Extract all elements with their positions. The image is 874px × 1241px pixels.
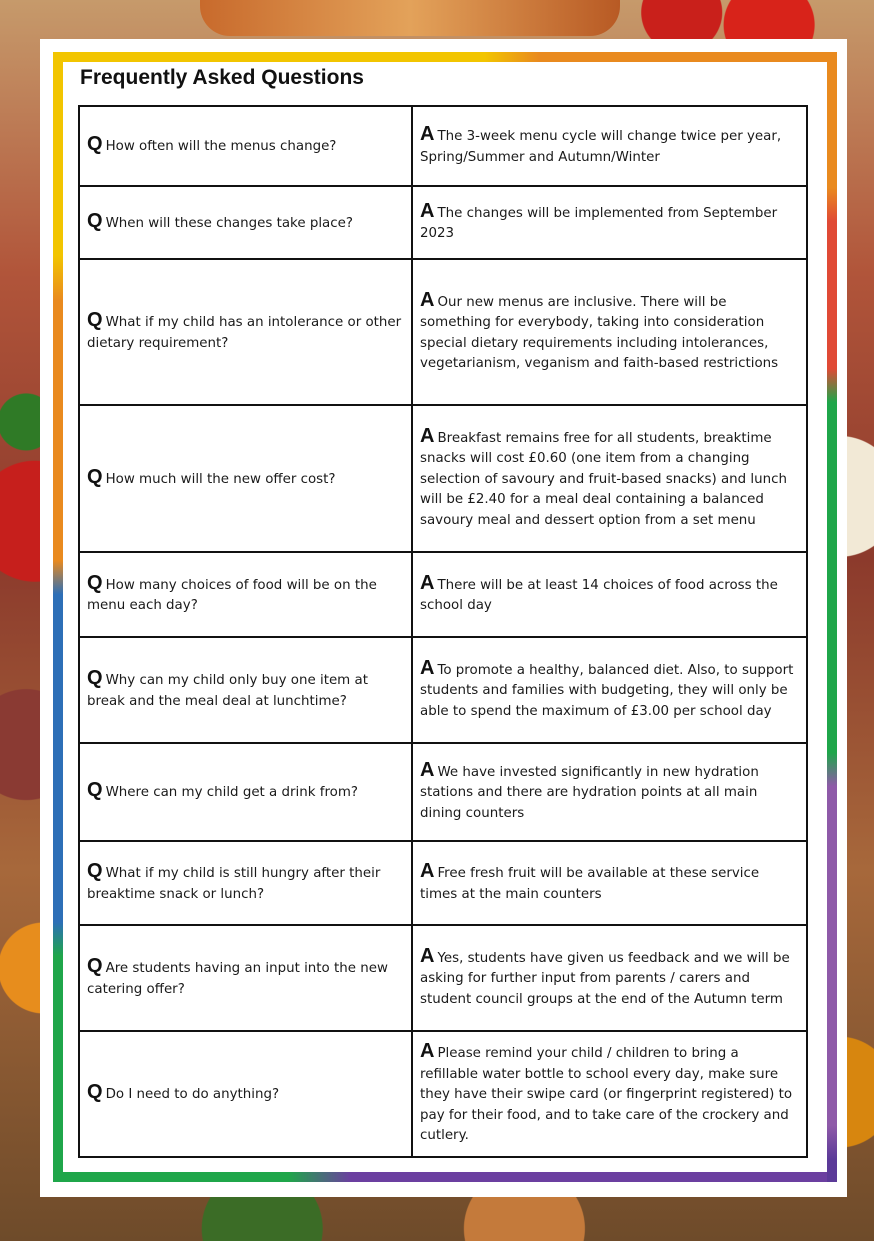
question-text: Where can my child get a drink from?	[105, 785, 359, 801]
answer-cell	[412, 259, 807, 405]
question-cell	[79, 552, 412, 637]
question-cell	[79, 186, 412, 259]
question-text: What if my child is still hungry after their breaktime snack or lunch?	[87, 866, 381, 902]
faq-row	[79, 925, 807, 1031]
question-text: What if my child has an intolerance or other dietary requirement?	[87, 315, 402, 351]
question-marker: Q	[87, 1081, 103, 1104]
answer-marker: A	[420, 860, 435, 882]
faq-row	[79, 743, 807, 841]
answer-text: Please remind your child / children to bring a refillable water bottle to school every day, make sure they have their swipe card (or fingerprint registered) to pay for their food, and to take care of the crockery and cutlery.	[420, 1046, 793, 1144]
question-marker: Q	[87, 309, 103, 331]
answer-marker: A	[420, 656, 435, 679]
answer-text: We have invested significantly in new hydration stations and there are hydration points at all main dining counters	[420, 764, 759, 821]
page-title: Frequently Asked Questions	[80, 66, 364, 89]
faq-row	[79, 405, 807, 552]
question-cell	[79, 259, 412, 405]
faq-table	[78, 105, 808, 1158]
question-cell	[79, 106, 412, 186]
faq-row	[79, 259, 807, 405]
answer-text: There will be at least 14 choices of food across the school day	[420, 577, 778, 613]
question-text: Are students having an input into the new catering offer?	[87, 961, 388, 997]
answer-marker: A	[420, 944, 435, 967]
answer-cell	[412, 743, 807, 841]
question-marker: Q	[87, 955, 103, 977]
answer-cell	[412, 405, 807, 552]
answer-cell	[412, 841, 807, 925]
question-cell	[79, 637, 412, 743]
answer-cell	[412, 925, 807, 1031]
answer-marker: A	[420, 288, 435, 311]
faq-row	[79, 106, 807, 186]
question-cell	[79, 743, 412, 841]
answer-text: Free fresh fruit will be available at these service times at the main counters	[420, 866, 760, 902]
answer-text: To promote a healthy, balanced diet. Also, to support students and families with budgeting, they will only be able to spend the maximum of £3.00 per school day	[420, 662, 794, 719]
faq-row	[79, 186, 807, 259]
answer-marker: A	[420, 199, 435, 222]
answer-marker: A	[420, 571, 435, 594]
answer-cell	[412, 552, 807, 637]
question-cell	[79, 405, 412, 552]
answer-marker: A	[420, 123, 435, 145]
answer-cell	[412, 637, 807, 743]
background-food-image	[200, 0, 620, 36]
question-marker: Q	[87, 779, 103, 802]
question-text: How much will the new offer cost?	[105, 471, 336, 487]
faq-row	[79, 552, 807, 637]
question-cell	[79, 925, 412, 1031]
question-marker: Q	[87, 209, 103, 232]
answer-marker: A	[420, 1040, 435, 1063]
answer-text: Yes, students have given us feedback and we will be asking for further input from parents / carers and student council groups at the end of the Autumn term	[420, 950, 790, 1007]
question-marker: Q	[87, 465, 103, 488]
question-marker: Q	[87, 133, 103, 156]
answer-cell	[412, 1031, 807, 1157]
faq-row	[79, 841, 807, 925]
question-text: How many choices of food will be on the menu each day?	[87, 577, 377, 613]
answer-text: Our new menus are inclusive. There will be something for everybody, taking into consideration special dietary requirements including intolerances, vegetarianism, veganism and faith-based restrictions	[420, 294, 779, 371]
question-marker: Q	[87, 860, 103, 882]
question-text: Do I need to do anything?	[105, 1087, 280, 1103]
answer-cell	[412, 106, 807, 186]
answer-text: The changes will be implemented from September 2023	[420, 205, 778, 241]
answer-marker: A	[420, 424, 435, 447]
answer-text: The 3-week menu cycle will change twice per year, Spring/Summer and Autumn/Winter	[420, 129, 782, 165]
question-text: How often will the menus change?	[105, 139, 337, 155]
question-cell	[79, 841, 412, 925]
question-text: Why can my child only buy one item at break and the meal deal at lunchtime?	[87, 673, 368, 709]
faq-row	[79, 1031, 807, 1157]
question-text: When will these changes take place?	[105, 215, 353, 231]
answer-cell	[412, 186, 807, 259]
question-cell	[79, 1031, 412, 1157]
faq-row	[79, 637, 807, 743]
answer-marker: A	[420, 758, 435, 781]
answer-text: Breakfast remains free for all students, breaktime snacks will cost £0.60 (one item from a changing selection of savoury and fruit-based snacks) and lunch will be £2.40 for a meal deal containing a balanced savoury meal and dessert option from a set menu	[420, 430, 787, 528]
question-marker: Q	[87, 667, 103, 689]
question-marker: Q	[87, 571, 103, 594]
